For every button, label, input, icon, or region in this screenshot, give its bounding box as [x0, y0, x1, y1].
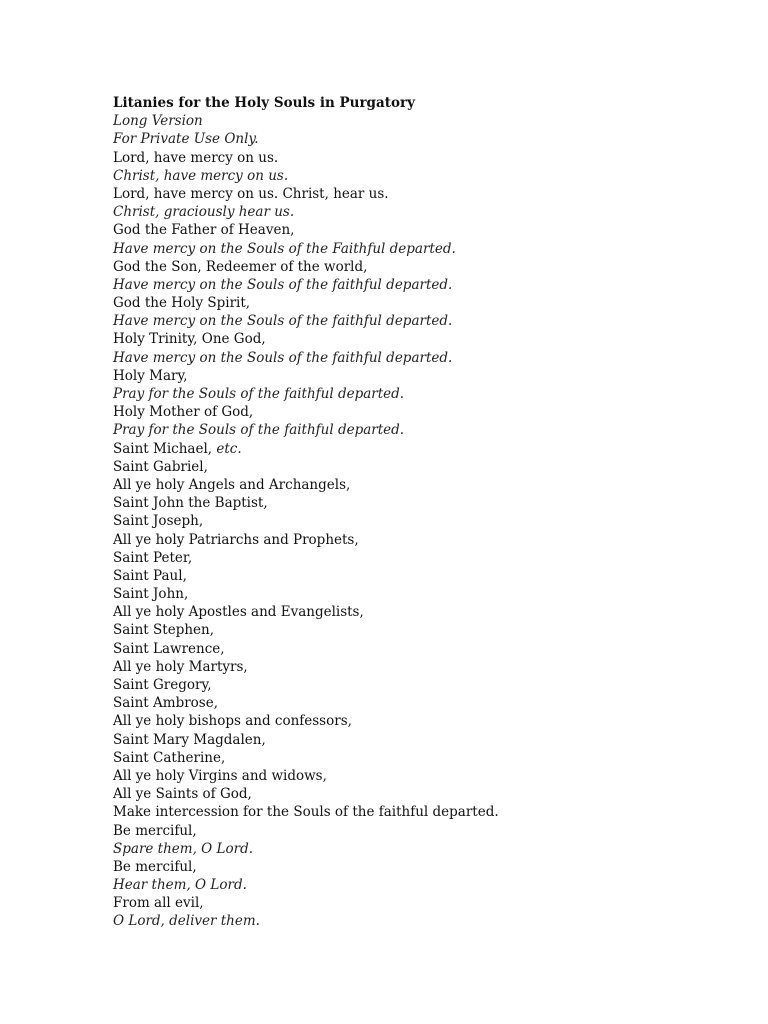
litany-invocation [113, 258, 713, 276]
line-text: Lord, have mercy on us. Christ, hear us. [113, 185, 389, 202]
litany-response [113, 167, 713, 185]
document-title: Litanies for the Holy Souls in Purgatory [113, 95, 415, 111]
litany-response [113, 876, 713, 894]
litany-invocation [113, 149, 713, 167]
line-text: God the Son, Redeemer of the world, [113, 258, 368, 275]
litany-invocation [113, 767, 713, 785]
line-text: Holy Trinity, One God, [113, 331, 266, 348]
line-text: All ye holy Apostles and Evangelists, [113, 604, 364, 621]
litany-response [113, 421, 713, 439]
line-text: All ye holy Angels and Archangels, [113, 476, 351, 493]
litany-invocation [113, 476, 713, 494]
line-text: All ye holy Patriarchs and Prophets, [113, 531, 359, 548]
line-text: Lord, have mercy on us. [113, 149, 279, 166]
line-text: Saint Catherine, [113, 749, 226, 766]
line-text: Saint Lawrence, [113, 640, 225, 657]
line-text: Saint John, [113, 586, 189, 603]
line-text: All ye holy bishops and confessors, [113, 713, 352, 730]
line-text: Holy Mother of God, [113, 404, 254, 421]
litany-invocation [113, 785, 713, 803]
litany-invocation [113, 676, 713, 694]
litany-response [113, 276, 713, 294]
litany-response [113, 349, 713, 367]
line-text: Have mercy on the Souls of the faithful departed. [113, 276, 453, 293]
litany-invocation [113, 403, 713, 421]
litany-invocation [113, 531, 713, 549]
line-text: Christ, graciously hear us. [113, 204, 295, 221]
line-text: Have mercy on the Souls of the faithful departed. [113, 349, 453, 366]
litany-invocation [113, 367, 713, 385]
line-text: Have mercy on the Souls of the Faithful departed. [113, 240, 456, 257]
litany-invocation [113, 185, 713, 203]
line-text: Make intercession for the Souls of the faithful departed. [113, 804, 499, 821]
line-text: Saint Michael, [113, 440, 217, 457]
line-text: Saint Mary Magdalen, [113, 731, 266, 748]
line-text: Pray for the Souls of the faithful departed. [113, 386, 405, 402]
line-text: Saint John the Baptist, [113, 495, 268, 512]
litany-invocation [113, 294, 713, 312]
line-text: God the Holy Spirit, [113, 295, 251, 312]
litany-response [113, 312, 713, 330]
litany-invocation [113, 549, 713, 567]
litany-invocation [113, 440, 713, 458]
litany-invocation [113, 694, 713, 712]
line-text: From all evil, [113, 895, 204, 912]
litany-response [113, 203, 713, 221]
line-text: Be merciful, [113, 822, 197, 839]
litany-invocation [113, 512, 713, 530]
line-text: Holy Mary, [113, 367, 188, 384]
line-text: Be merciful, [113, 858, 197, 875]
litany-invocation [113, 858, 713, 876]
line-text: Have mercy on the Souls of the faithful departed. [113, 313, 453, 330]
litany-response [113, 240, 713, 258]
litany-response [113, 112, 713, 130]
line-text: Saint Joseph, [113, 513, 204, 530]
litany-invocation [113, 221, 713, 239]
litany-invocation [113, 458, 713, 476]
litany-response [113, 385, 713, 403]
line-text: Saint Peter, [113, 549, 193, 566]
litany-invocation [113, 712, 713, 730]
line-text: Saint Paul, [113, 567, 187, 584]
line-text: For Private Use Only. [113, 131, 259, 148]
litany-invocation [113, 585, 713, 603]
litany-invocation [113, 603, 713, 621]
litany-invocation [113, 803, 713, 821]
litany-response [113, 840, 713, 858]
litany-invocation [113, 330, 713, 348]
litany-invocation [113, 567, 713, 585]
line-text: Christ, have mercy on us. [113, 167, 289, 184]
line-text: Long Version [113, 113, 203, 130]
line-text: All ye Saints of God, [113, 786, 252, 803]
line-text: All ye holy Virgins and widows, [113, 767, 327, 784]
line-text: Saint Stephen, [113, 622, 214, 639]
line-text: Spare them, O Lord. [113, 840, 254, 857]
line-text: Saint Ambrose, [113, 695, 219, 712]
line-text: Pray for the Souls of the faithful departed. [113, 422, 405, 439]
litany-response [113, 130, 713, 148]
line-text: All ye holy Martyrs, [113, 658, 248, 675]
line-suffix: etc. [216, 440, 242, 457]
litany-invocation [113, 731, 713, 749]
line-text: O Lord, deliver them. [113, 913, 260, 930]
litany-invocation [113, 494, 713, 512]
litany-invocation [113, 822, 713, 840]
litany-invocation [113, 658, 713, 676]
line-text: God the Father of Heaven, [113, 222, 295, 239]
litany-invocation [113, 621, 713, 639]
litany-invocation [113, 749, 713, 767]
litany-invocation [113, 894, 713, 912]
line-text: Hear them, O Lord. [113, 877, 247, 894]
litany-invocation [113, 640, 713, 658]
litany-response [113, 912, 713, 930]
line-text: Saint Gabriel, [113, 458, 208, 475]
line-text: Saint Gregory, [113, 677, 212, 693]
document-page [113, 94, 713, 931]
litany-lines [113, 112, 713, 930]
